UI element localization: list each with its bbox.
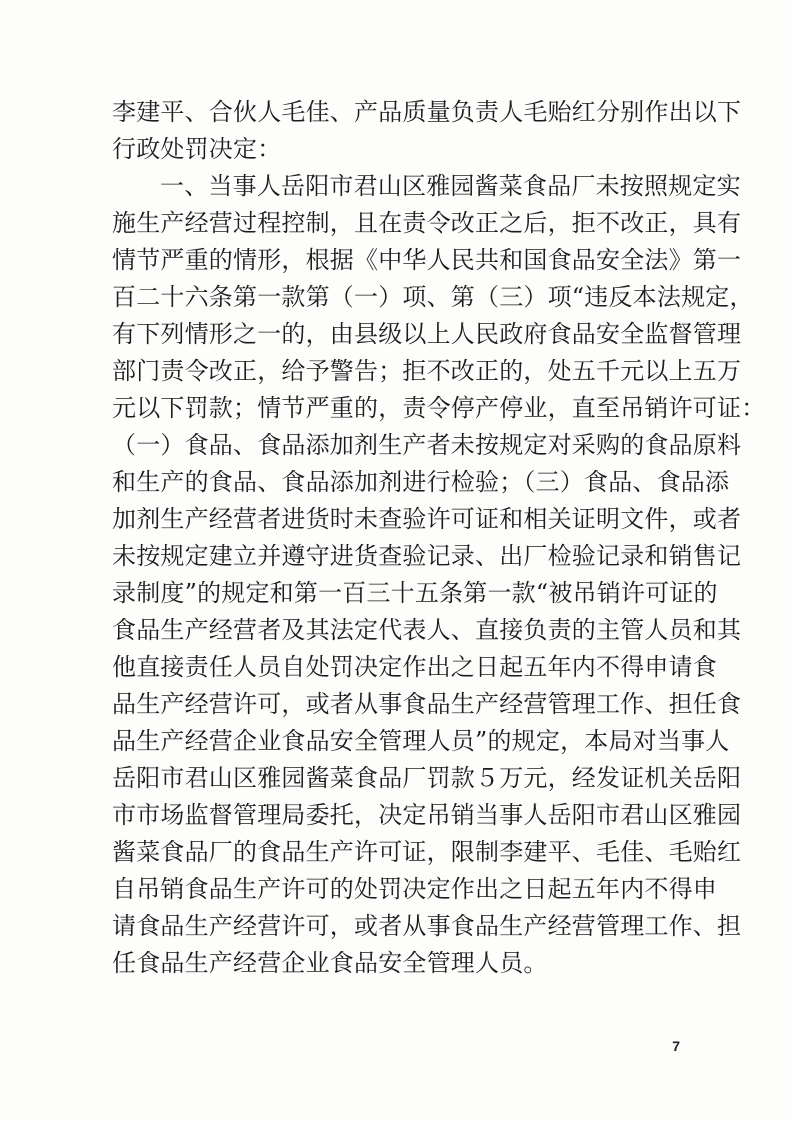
text-line: 有下列情形之一的，由县级以上人民政府食品安全监督管理	[112, 320, 742, 348]
text-line: 岳阳市君山区雅园酱菜食品厂罚款５万元，经发证机关岳阳	[112, 764, 742, 792]
text-line: 市市场监督管理局委托，决定吊销当事人岳阳市君山区雅园	[112, 801, 742, 829]
text-line: 百二十六条第一款第（一）项、第（三）项“违反本法规定，	[112, 283, 754, 311]
text-line: 和生产的食品、食品添加剂进行检验；（三）食品、食品添	[112, 468, 730, 496]
text-line: 部门责令改正，给予警告；拒不改正的，处五千元以上五万	[112, 357, 742, 385]
text-line: 元以下罚款；情节严重的，责令停产停业，直至吊销许可证：	[112, 394, 766, 422]
text-line: 施生产经营过程控制，且在责令改正之后，拒不改正，具有	[112, 209, 742, 237]
text-line: 自吊销食品生产许可的处罚决定作出之日起五年内不得申	[112, 875, 717, 903]
text-line: 未按规定建立并遵守进货查验记录、出厂检验记录和销售记	[112, 542, 742, 570]
text-line: 任食品生产经营企业食品安全管理人员。	[112, 949, 548, 977]
text-line: （一）食品、食品添加剂生产者未按规定对采购的食品原料	[112, 431, 742, 459]
text-line: 行政处罚决定：	[112, 135, 282, 163]
text-line: 品生产经营许可，或者从事食品生产经营管理工作、担任食	[112, 690, 742, 718]
text-line: 品生产经营企业食品安全管理人员”的规定，本局对当事人	[112, 727, 730, 755]
paragraph-start-line: 一、当事人岳阳市君山区雅园酱菜食品厂未按照规定实	[160, 172, 741, 200]
text-line: 情节严重的情形，根据《中华人民共和国食品安全法》第一	[112, 246, 742, 274]
text-line: 食品生产经营者及其法定代表人、直接负责的主管人员和其	[112, 616, 742, 644]
text-line: 录制度”的规定和第一百三十五条第一款“被吊销许可证的	[112, 579, 718, 607]
page-number: 7	[672, 1038, 680, 1054]
text-line: 加剂生产经营者进货时未查验许可证和相关证明文件，或者	[112, 505, 742, 533]
text-line: 李建平、合伙人毛佳、产品质量负责人毛贻红分别作出以下	[112, 98, 742, 126]
text-line: 请食品生产经营许可，或者从事食品生产经营管理工作、担	[112, 912, 742, 940]
text-line: 酱菜食品厂的食品生产许可证，限制李建平、毛佳、毛贻红	[112, 838, 742, 866]
text-line: 他直接责任人员自处罚决定作出之日起五年内不得申请食	[112, 653, 717, 681]
